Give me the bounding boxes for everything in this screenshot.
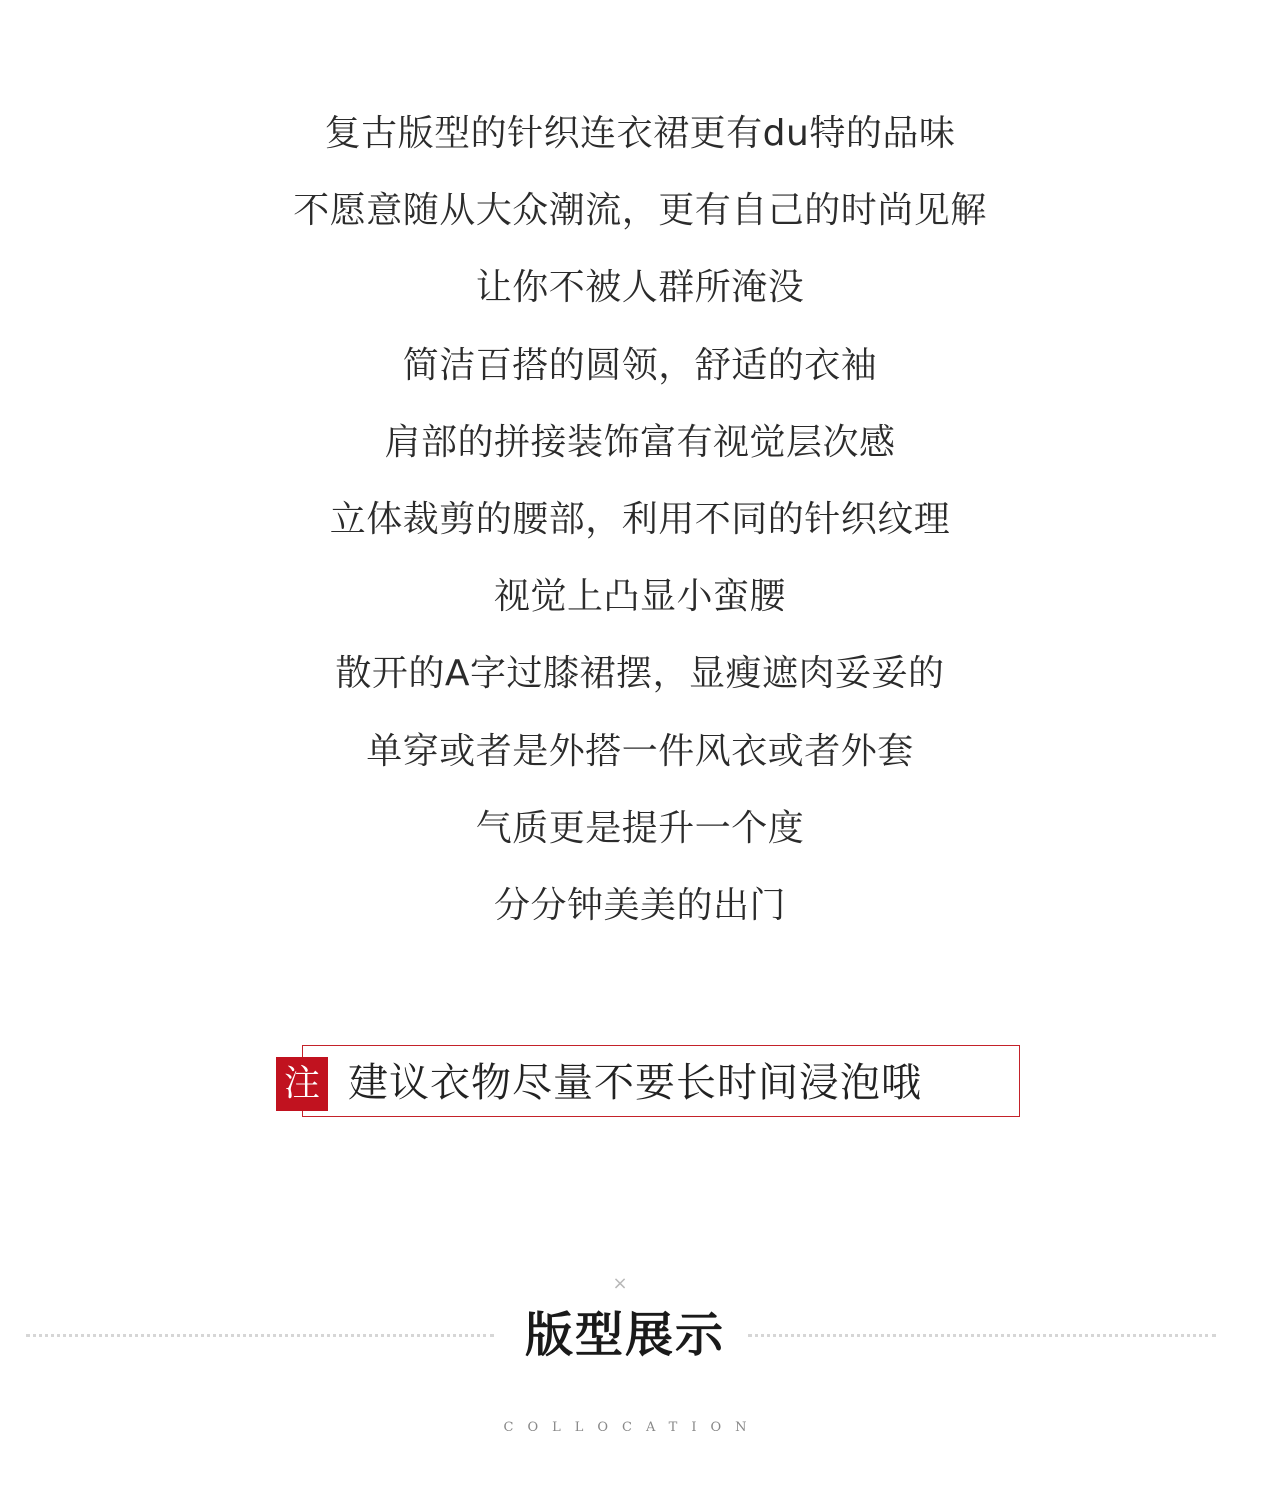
description-line: 复古版型的针织连衣裙更有du特的品味 xyxy=(324,113,956,154)
description-line: 立体裁剪的腰部，利用不同的针织纹理 xyxy=(329,498,951,540)
care-note xyxy=(276,1045,1022,1119)
description-line: 肩部的拼接装饰富有视觉层次感 xyxy=(384,421,896,463)
description-line: 让你不被人群所淹没 xyxy=(475,267,805,309)
note-badge: 注 xyxy=(276,1057,328,1111)
dotted-divider-left xyxy=(26,1334,494,1337)
section-title: 版型展示 xyxy=(524,1307,725,1363)
care-note-text: 建议衣物尽量不要长时间浸泡哦 xyxy=(348,1060,922,1106)
dotted-divider-right xyxy=(748,1334,1216,1337)
description-line: 简洁百搭的圆领，舒适的衣袖 xyxy=(402,344,878,386)
section-subtitle: COLLOCATION xyxy=(503,1420,761,1435)
description-line: 单穿或者是外搭一件风衣或者外套 xyxy=(366,730,914,772)
description-line: 不愿意随从大众潮流，更有自己的时尚见解 xyxy=(293,190,987,232)
description-line: 视觉上凸显小蛮腰 xyxy=(493,576,786,618)
description-line: 散开的A字过膝裙摆，显瘦遮肉妥妥的 xyxy=(335,653,945,695)
product-description xyxy=(0,106,1280,955)
close-mark-icon: × xyxy=(612,1273,628,1294)
description-line: 分分钟美美的出门 xyxy=(493,884,786,926)
description-line: 气质更是提升一个度 xyxy=(475,807,805,849)
